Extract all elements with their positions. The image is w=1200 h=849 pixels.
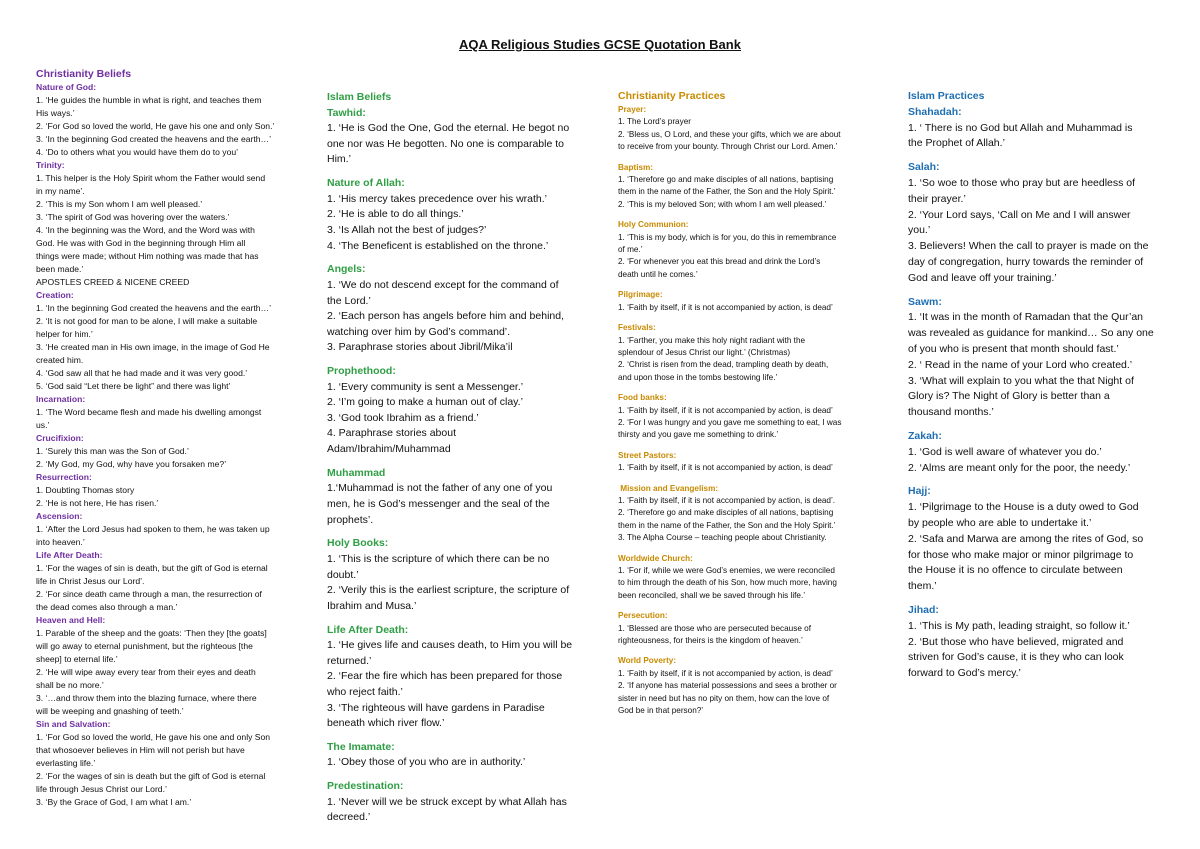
quote-line: 1. ‘He gives life and causes death, to Him you will be [327,639,573,652]
quote-line: one nor was He begotten. No one is comparable to [327,137,564,150]
subheading: Pilgrimage: [618,290,663,300]
quote-line: 2. ‘He will wipe away every tear from their eyes and death [36,667,256,677]
subheading: Muhammad [327,466,386,479]
quote-line: things were made; without Him nothing was made that has [36,251,259,261]
quote-line: day of congregation, hurry towards the reminder of [908,255,1144,268]
quote-line: thousand months.’ [908,406,994,419]
quote-line: 2. ‘Your Lord says, ‘Call on Me and I will answer [908,208,1131,221]
subheading: Incarnation: [36,394,86,404]
quote-line: 1. ‘ There is no God but Allah and Muhammad is [908,121,1133,134]
quote-line: been reconciled, shall we be saved through his life.’ [618,590,806,600]
quote-line: death until he comes.’ [618,269,698,279]
quote-line: 5. ‘God said “Let there be light” and there was light’ [36,381,231,391]
quote-line: in my name’. [36,186,85,196]
quote-line: 2. ‘If anyone has material possessions and sees a brother or [618,681,837,691]
section-heading: Christianity Beliefs [36,68,132,80]
quote-line: 1. ‘Therefore go and make disciples of all nations, baptising [618,175,834,185]
quote-line: them.’ [908,580,937,593]
quote-line: 1. ‘Faith by itself, if it is not accompanied by action, is dead’ [618,463,833,473]
section-heading: Islam Beliefs [327,91,392,103]
quote-line: 1. ‘This is My path, leading straight, so follow it.’ [908,619,1130,632]
quote-line: 1. ‘Faith by itself, if it is not accompanied by action, is dead’ [618,405,833,415]
quote-line: 3. ‘God took Ibrahim as a friend.’ [327,411,479,424]
subheading: Resurrection: [36,472,92,482]
quote-line: 2. ‘Verily this is the earliest scripture, the scripture of [327,584,570,597]
quote-line: 2. ‘He is able to do all things.’ [327,208,464,221]
quote-line: 2. ‘I’m going to make a human out of clay.’ [327,396,523,409]
quote-line: watching over him by God’s command’. [327,325,511,338]
quote-line: 1. ‘He is God the One, God the eternal. He begot no [327,122,570,135]
quote-line: 1. ‘Faith by itself, if it is not accompanied by action, is dead’. [618,495,836,505]
quote-line: 1. ‘Never will we be struck except by what Allah has [327,795,567,808]
quote-line: 3. ‘By the Grace of God, I am what I am.’ [36,797,192,807]
subheading: Crucifixion: [36,433,84,443]
quote-line: 2. ‘This is my beloved Son; with whom I am well pleased.’ [618,199,827,209]
subheading: Ascension: [36,511,83,521]
quote-line: 1. ‘His mercy takes precedence over his wrath.’ [327,192,548,205]
quote-line: 3. ‘The spirit of God was hovering over the waters.’ [36,212,230,222]
quote-line: 1. Parable of the sheep and the goats: ‘Then they [the goats] [36,628,267,638]
subheading: Salah: [908,161,940,174]
quote-line: 2. ‘For whenever you eat this bread and drink the Lord’s [618,257,821,267]
subheading: Food banks: [618,393,667,403]
quote-line: 4. ‘In the beginning was the Word, and the Word was with [36,225,255,235]
quote-line: 1. ‘Obey those of you who are in authority.’ [327,756,526,769]
subheading: Life After Death: [36,550,103,560]
quote-line: splendour of Jesus Christ our light.’ (Christmas) [618,347,791,357]
quote-line: 2. ‘ Read in the name of your Lord who created.’ [908,358,1133,371]
islam-practices-column [908,89,1170,682]
subheading: Tawhid: [327,106,366,119]
quote-line: 1. ‘Surely this man was the Son of God.’ [36,446,189,456]
quote-line: 2. ‘This is my Son whom I am well pleased.’ [36,199,203,209]
quote-line: the dead comes also through a man.’ [36,602,178,612]
quote-line: into heaven.’ [36,537,85,547]
quote-line: 2. ‘My God, my God, why have you forsaken me?’ [36,459,227,469]
quote-line: to receive from your bounty. Through Christ our Lord. Amen.’ [618,142,838,152]
quote-line: righteousness, for theirs is the kingdom of heaven.’ [618,636,803,646]
quote-line: doubt.’ [327,568,359,581]
quote-line: 3. ‘He created man in His own image, in the image of God He [36,342,270,352]
quote-line: 3. Paraphrase stories about Jibril/Mika’il [327,341,513,354]
quote-line: who reject faith.’ [327,685,403,698]
quote-line: 2. ‘For the wages of sin is death but the gift of God is eternal [36,771,266,781]
quote-line: will go away to eternal punishment, but the righteous [the [36,641,253,651]
quote-line: decreed.’ [327,811,371,824]
section-heading: Christianity Practices [618,90,726,102]
quote-line: 1.‘Muhammad is not the father of any one of you [327,482,553,495]
quote-line: will be weeping and gnashing of teeth.’ [36,706,184,716]
quote-line: 1. ‘For the wages of sin is death, but the gift of God is eternal [36,563,268,573]
quote-line: 1. ‘This is the scripture of which there can be no [327,552,550,565]
subheading: Sawm: [908,295,942,308]
subheading: Street Pastors: [618,450,677,460]
quote-line: us.’ [36,420,50,430]
quote-line: 2. ‘He is not here, He has risen.’ [36,498,159,508]
quote-line: striven for God’s cause, it is they who can look [908,651,1124,664]
quote-line: you.’ [908,224,931,237]
quote-line: 1. ‘Faith by itself, if it is not accompanied by action, is dead’ [618,668,833,678]
quote-line: life through Jesus Christ our Lord.’ [36,784,167,794]
subheading: Persecution: [618,611,668,621]
section-heading: Islam Practices [908,90,985,102]
quote-line: the Lord.’ [327,294,371,307]
quote-line: 1. ‘God is well aware of whatever you do.’ [908,445,1102,458]
quote-line: them in the name of the Father, the Son and the Holy Spirit.’ [618,187,836,197]
quote-line: them in the name of the Father, the Son and the Holy Spirit.’ [618,520,836,530]
quote-line: 1. ‘Pilgrimage to the House is a duty owed to God [908,501,1139,514]
subheading: Prophethood: [327,365,396,378]
subheading: Heaven and Hell: [36,615,106,625]
subheading: Worldwide Church: [618,553,693,563]
quote-line: 1. ‘After the Lord Jesus had spoken to them, he was taken up [36,524,270,534]
subheading: Mission and Evangelism: [618,483,719,493]
quote-line: 2. ‘Christ is risen from the dead, trampling death by death, [618,360,829,370]
quote-line: God. He was with God in the beginning through Him all [36,238,246,248]
islam-beliefs-column [327,90,582,826]
christianity-practices-column [618,89,876,717]
subheading: Hajj: [908,485,931,498]
quote-line: 1. ‘For God so loved the world, He gave his one and only Son [36,732,271,742]
quote-line: of me.’ [618,245,643,255]
quote-line: 2. ‘Bless us, O Lord, and these your gifts, which we are about [618,129,841,139]
quote-line: men, he is God’s messenger and the seal of the [327,498,550,510]
subheading: Creation: [36,290,74,300]
quote-line: 3. The Alpha Course – teaching people about Christianity. [618,533,827,543]
quote-line: 1. ‘So woe to those who pray but are heedless of [908,176,1136,189]
quote-line: life in Christ Jesus our Lord’. [36,576,145,586]
subheading: Trinity: [36,160,65,170]
quote-line: the Prophet of Allah.’ [908,137,1005,150]
quote-line: 1. ‘Every community is sent a Messenger.’ [327,380,524,393]
quote-line: 1. ‘It was in the month of Ramadan that the Qur’an [908,311,1144,324]
quote-line: helper for him.’ [36,329,93,339]
quote-line: God and leave off your training.’ [908,271,1057,284]
quote-line: everlasting life.’ [36,758,96,768]
quote-line: forward to God’s mercy.’ [908,667,1021,680]
quote-line: sheep] to eternal life.’ [36,654,118,664]
quote-line: 4. ‘The Beneficent is established on the throne.’ [327,239,549,252]
page-title: AQA Religious Studies GCSE Quotation Bank [459,37,741,52]
quote-line: 2. ‘For I was hungry and you gave me something to eat, I was [618,417,842,427]
quote-line: 4. ‘Do to others what you would have them do to you’ [36,147,239,157]
quote-line: 1. ‘This is my body, which is for you, do this in remembrance [618,232,837,242]
christianity-beliefs-column [36,67,290,809]
quote-line: that whosoever believes in Him will not perish but have [36,745,245,755]
subheading: Zakah: [908,429,942,442]
quote-line: 3. ‘The righteous will have gardens in Paradise [327,701,545,714]
quote-line: 2. ‘Therefore go and make disciples of all nations, baptising [618,508,834,518]
quote-line: 4. ‘God saw all that he had made and it was very good.’ [36,368,248,378]
quote-line: been made.’ [36,264,84,274]
subheading: Life After Death: [327,623,409,636]
subheading: Angels: [327,263,366,276]
creed-label: APOSTLES CREED & NICENE CREED [36,277,190,287]
quote-line: 1. ‘For if, while we were God’s enemies, we were reconciled [618,566,835,575]
quote-line: 1. Doubting Thomas story [36,485,135,495]
quote-line: returned.’ [327,654,372,667]
quote-line: 2. ‘Fear the fire which has been prepared for those [327,670,563,683]
quote-line: the House it is no offence to circulate between [908,564,1123,577]
subheading: Nature of Allah: [327,177,405,190]
quote-line: 1. ‘He guides the humble in what is right, and teaches them [36,95,262,105]
quote-line: and upon those in the tombs bestowing life.’ [618,372,778,382]
quote-line: 1. ‘We do not descend except for the command of [327,278,559,291]
quote-line: Glory is? The Night of Glory is better than a [908,390,1110,403]
subheading: Holy Books: [327,537,389,550]
quote-line: 2. ‘It is not good for man to be alone, I will make a suitable [36,316,258,326]
quote-line: their prayer.’ [908,192,966,205]
subheading: Shahadah: [908,105,962,118]
subheading: Nature of God: [36,82,97,92]
quote-line: 1. ‘Faith by itself, if it is not accompanied by action, is dead’ [618,302,833,312]
quote-line: 1. ‘The Word became flesh and made his dwelling amongst [36,407,262,417]
subheading: Baptism: [618,162,654,172]
subheading: Predestination: [327,780,404,793]
quote-line: 1. ‘In the beginning God created the heavens and the earth…’ [36,303,272,313]
quote-line: beneath which river flow.’ [327,717,445,730]
subheading: Prayer: [618,105,647,114]
quote-line: created him. [36,355,84,365]
quote-line: Adam/Ibrahim/Muhammad [327,443,451,456]
quote-line: His ways.’ [36,108,75,118]
quote-line: 1. The Lord’s prayer [618,117,691,127]
quote-line: 3. ‘…and throw them into the blazing furnace, where there [36,693,257,703]
quote-line: 1. This helper is the Holy Spirit whom the Father would send [36,173,266,183]
quote-line: 3. ‘What will explain to you what the that Night of [908,374,1134,387]
quote-line: Him.’ [327,153,351,166]
quote-line: 1. ‘Farther, you make this holy night radiant with the [618,335,806,345]
quote-line: 2. ‘For God so loved the world, He gave his one and only Son.’ [36,121,275,131]
quote-line: 1. ‘Blessed are those who are persecuted because of [618,623,811,633]
quote-line: 4. Paraphrase stories about [327,427,456,440]
quote-line: to him through the death of his Son, how much more, having [618,578,837,588]
quote-line: 3. ‘Is Allah not the best of judges?’ [327,223,487,236]
quote-line: 2. ‘But those who have believed, migrated and [908,635,1124,648]
subheading: The Imamate: [327,740,395,753]
quote-line: God be in that person?’ [618,706,704,716]
subheading: Sin and Salvation: [36,719,111,729]
quote-line: by people who are able to undertake it.’ [908,516,1092,529]
quote-line: sister in need but has no pity on them, how can the love of [618,693,830,703]
subheading: Festivals: [618,323,656,333]
quote-line: 2. ‘Alms are meant only for the poor, the needy.’ [908,461,1131,474]
quote-line: 3. ‘In the beginning God created the heavens and the earth…’ [36,134,272,144]
subheading: World Poverty: [618,656,677,666]
quote-line: 2. ‘For since death came through a man, the resurrection of [36,589,262,599]
quote-line: for those who make major or minor pilgrimage to [908,548,1134,561]
quote-line: 3. Believers! When the call to prayer is made on the [908,240,1149,253]
quote-line: shall be no more.’ [36,680,104,690]
quote-line: 2. ‘Safa and Marwa are among the rites of God, so [908,532,1144,545]
quote-line: of you who is present that month should fast.’ [908,342,1119,355]
quote-line: 2. ‘Each person has angels before him and behind, [327,310,564,323]
quote-line: Ibrahim and Musa.’ [327,599,417,612]
subheading: Holy Communion: [618,220,689,230]
quote-line: prophets’. [327,513,374,526]
quote-line: thirsty and you gave me something to drink.’ [618,430,779,440]
subheading: Jihad: [908,603,939,616]
quote-line: was revealed as guidance for mankind… So any one [908,327,1154,340]
